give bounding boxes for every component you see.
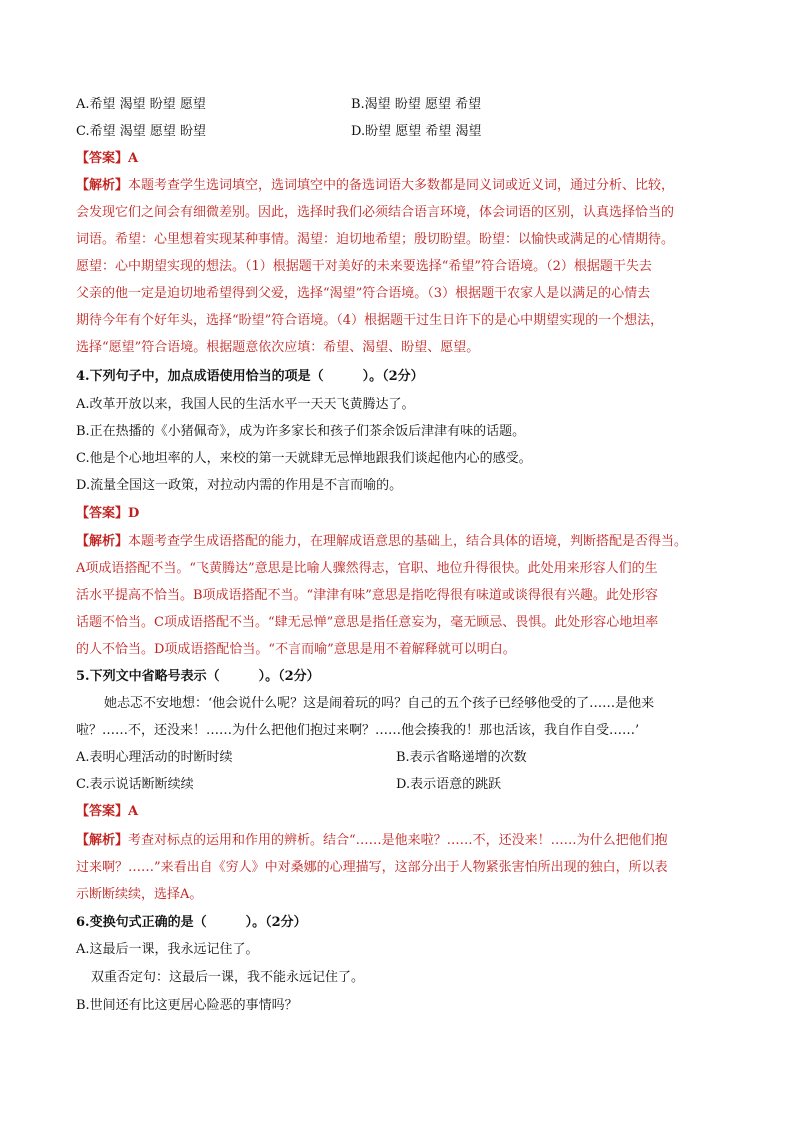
q4-option-a: A.改革开放以来，我国人民的生活水平一天天飞黄腾达了。 xyxy=(76,397,415,412)
q4-analysis-line-3: 活水平提高不恰当。B项成语搭配不当。“津津有味”意思是指吃得很有味道或谈得很有兴趣。此处形容 xyxy=(76,588,658,603)
q5-option-a: A.表明心理活动的时断时续 xyxy=(76,750,233,765)
q5-analysis-line-1 xyxy=(76,828,668,854)
q3-option-b: B.渴望 盼望 愿望 希望 xyxy=(351,97,482,112)
analysis-text: 本题考查学生选词填空，选词填空中的备选词语大多数都是同义词或近义词，通过分析、比较， xyxy=(128,178,675,193)
q6-option-a: A.这最后一课，我永远记住了。 xyxy=(76,942,259,957)
answer-label: 【答案】 xyxy=(76,804,129,819)
q4-option-d: D.流量全国这一政策，对拉动内需的作用是不言而喻的。 xyxy=(76,478,403,493)
q5-analysis-line-3: 示断断续续，选择A。 xyxy=(76,887,203,902)
analysis-text: 本题考查学生成语搭配的能力，在理解成语意思的基础上，结合具体的语境，判断搭配是否得当。 xyxy=(128,534,688,549)
q3-analysis-line-4: 愿望：心中期望实现的想法。（1）根据题干对美好的未来要选择“希望”符合语境。（2）根据题干失去 xyxy=(76,259,652,274)
q5-option-d: D.表示语意的跳跃 xyxy=(396,777,502,792)
q6-option-b: B.世间还有比这更居心险恶的事情吗？ xyxy=(76,998,298,1013)
q4-analysis-line-5: 的人不恰当。D项成语搭配恰当。“不言而喻”意思是用不着解释就可以明白。 xyxy=(76,642,516,657)
answer-value: A xyxy=(128,151,139,166)
q4-stem: 4.下列句子中，加点成语使用恰当的项是（ ）。（2分） xyxy=(76,369,424,384)
q5-option-c: C.表示说话断断续续 xyxy=(76,777,194,792)
q4-analysis-line-1 xyxy=(76,529,687,555)
q4-analysis-line-2: A项成语搭配不当。“飞黄腾达”意思是比喻人骤然得志，官职、地位升得很快。此处用来形容人们的生 xyxy=(76,561,658,576)
q5-option-b: B.表示省略递增的次数 xyxy=(396,750,527,765)
q3-analysis-line-3: 词语。希望：心里想着实现某种事情。渴望：迫切地希望；殷切盼望。盼望：以愉快或满足的心情期待。 xyxy=(76,232,675,247)
answer-label: 【答案】 xyxy=(76,506,129,521)
answer-label: 【答案】 xyxy=(76,151,129,166)
q6-option-a-sub: 双重否定句：这最后一课，我不能永远记住了。 xyxy=(91,970,365,985)
q3-analysis-line-1 xyxy=(76,173,674,199)
answer-value: D xyxy=(128,506,140,521)
analysis-label: 【解析】 xyxy=(76,534,129,549)
q3-option-a: A.希望 渴望 盼望 愿望 xyxy=(76,97,206,112)
q5-passage-line-2: 啦？……不，还没来！……为什么把他们抱过来啊？……他会揍我的！那也活该，我自作自受……’ xyxy=(76,723,640,738)
analysis-text: 考查对标点的运用和作用的辨析。结合“……是他来啦？……不，还没来！……为什么把他们抱 xyxy=(128,833,668,848)
q4-answer xyxy=(76,501,139,527)
q3-analysis-line-5: 父亲的他一定是迫切地希望得到父爱，选择“渴望”符合语境。（3）根据题干农家人是以满足的心情去 xyxy=(76,286,651,301)
q3-option-d: D.盼望 愿望 希望 渴望 xyxy=(351,124,482,139)
q3-analysis-line-2: 会发现它们之间会有细微差别。因此，选择时我们必须结合语言环境，体会词语的区别，认真选择恰当的 xyxy=(76,205,675,220)
q3-option-c: C.希望 渴望 愿望 盼望 xyxy=(76,124,207,139)
q3-answer xyxy=(76,146,138,172)
analysis-label: 【解析】 xyxy=(76,833,129,848)
q4-option-b: B.正在热播的《小猪佩奇》，成为许多家长和孩子们茶余饭后津津有味的话题。 xyxy=(76,424,526,439)
analysis-label: 【解析】 xyxy=(76,178,129,193)
answer-value: A xyxy=(128,804,139,819)
q3-analysis-line-7: 选择“愿望”符合语境。根据题意依次应填：希望、渴望、盼望、愿望。 xyxy=(76,340,480,355)
q5-answer xyxy=(76,799,138,825)
q4-option-c: C.他是个心地坦率的人，来校的第一天就肆无忌惮地跟我们谈起他内心的感受。 xyxy=(76,451,532,466)
q5-analysis-line-2: 过来啊？……”来看出自《穷人》中对桑娜的心理描写，这部分出于人物紧张害怕所出现的独白，所以表 xyxy=(76,860,668,875)
q5-passage-line-1: 她忐忑不安地想：‘他会说什么呢？这是闹着玩的吗？自己的五个孩子已经够他受的了……是他来 xyxy=(104,696,655,711)
q5-stem: 5.下列文中省略号表示（ ）。（2分） xyxy=(76,669,320,684)
q4-analysis-line-4: 话题不恰当。C项成语搭配不当。“肆无忌惮”意思是指任意妄为，毫无顾忌、畏惧。此处形容心地坦率 xyxy=(76,615,659,630)
q6-stem: 6.变换句式正确的是（ ）。（2分） xyxy=(76,915,307,930)
q3-analysis-line-6: 期待今年有个好年头，选择“盼望”符合语境。（4）根据题干过生日许下的是心中期望实现的一个想法， xyxy=(76,313,664,328)
